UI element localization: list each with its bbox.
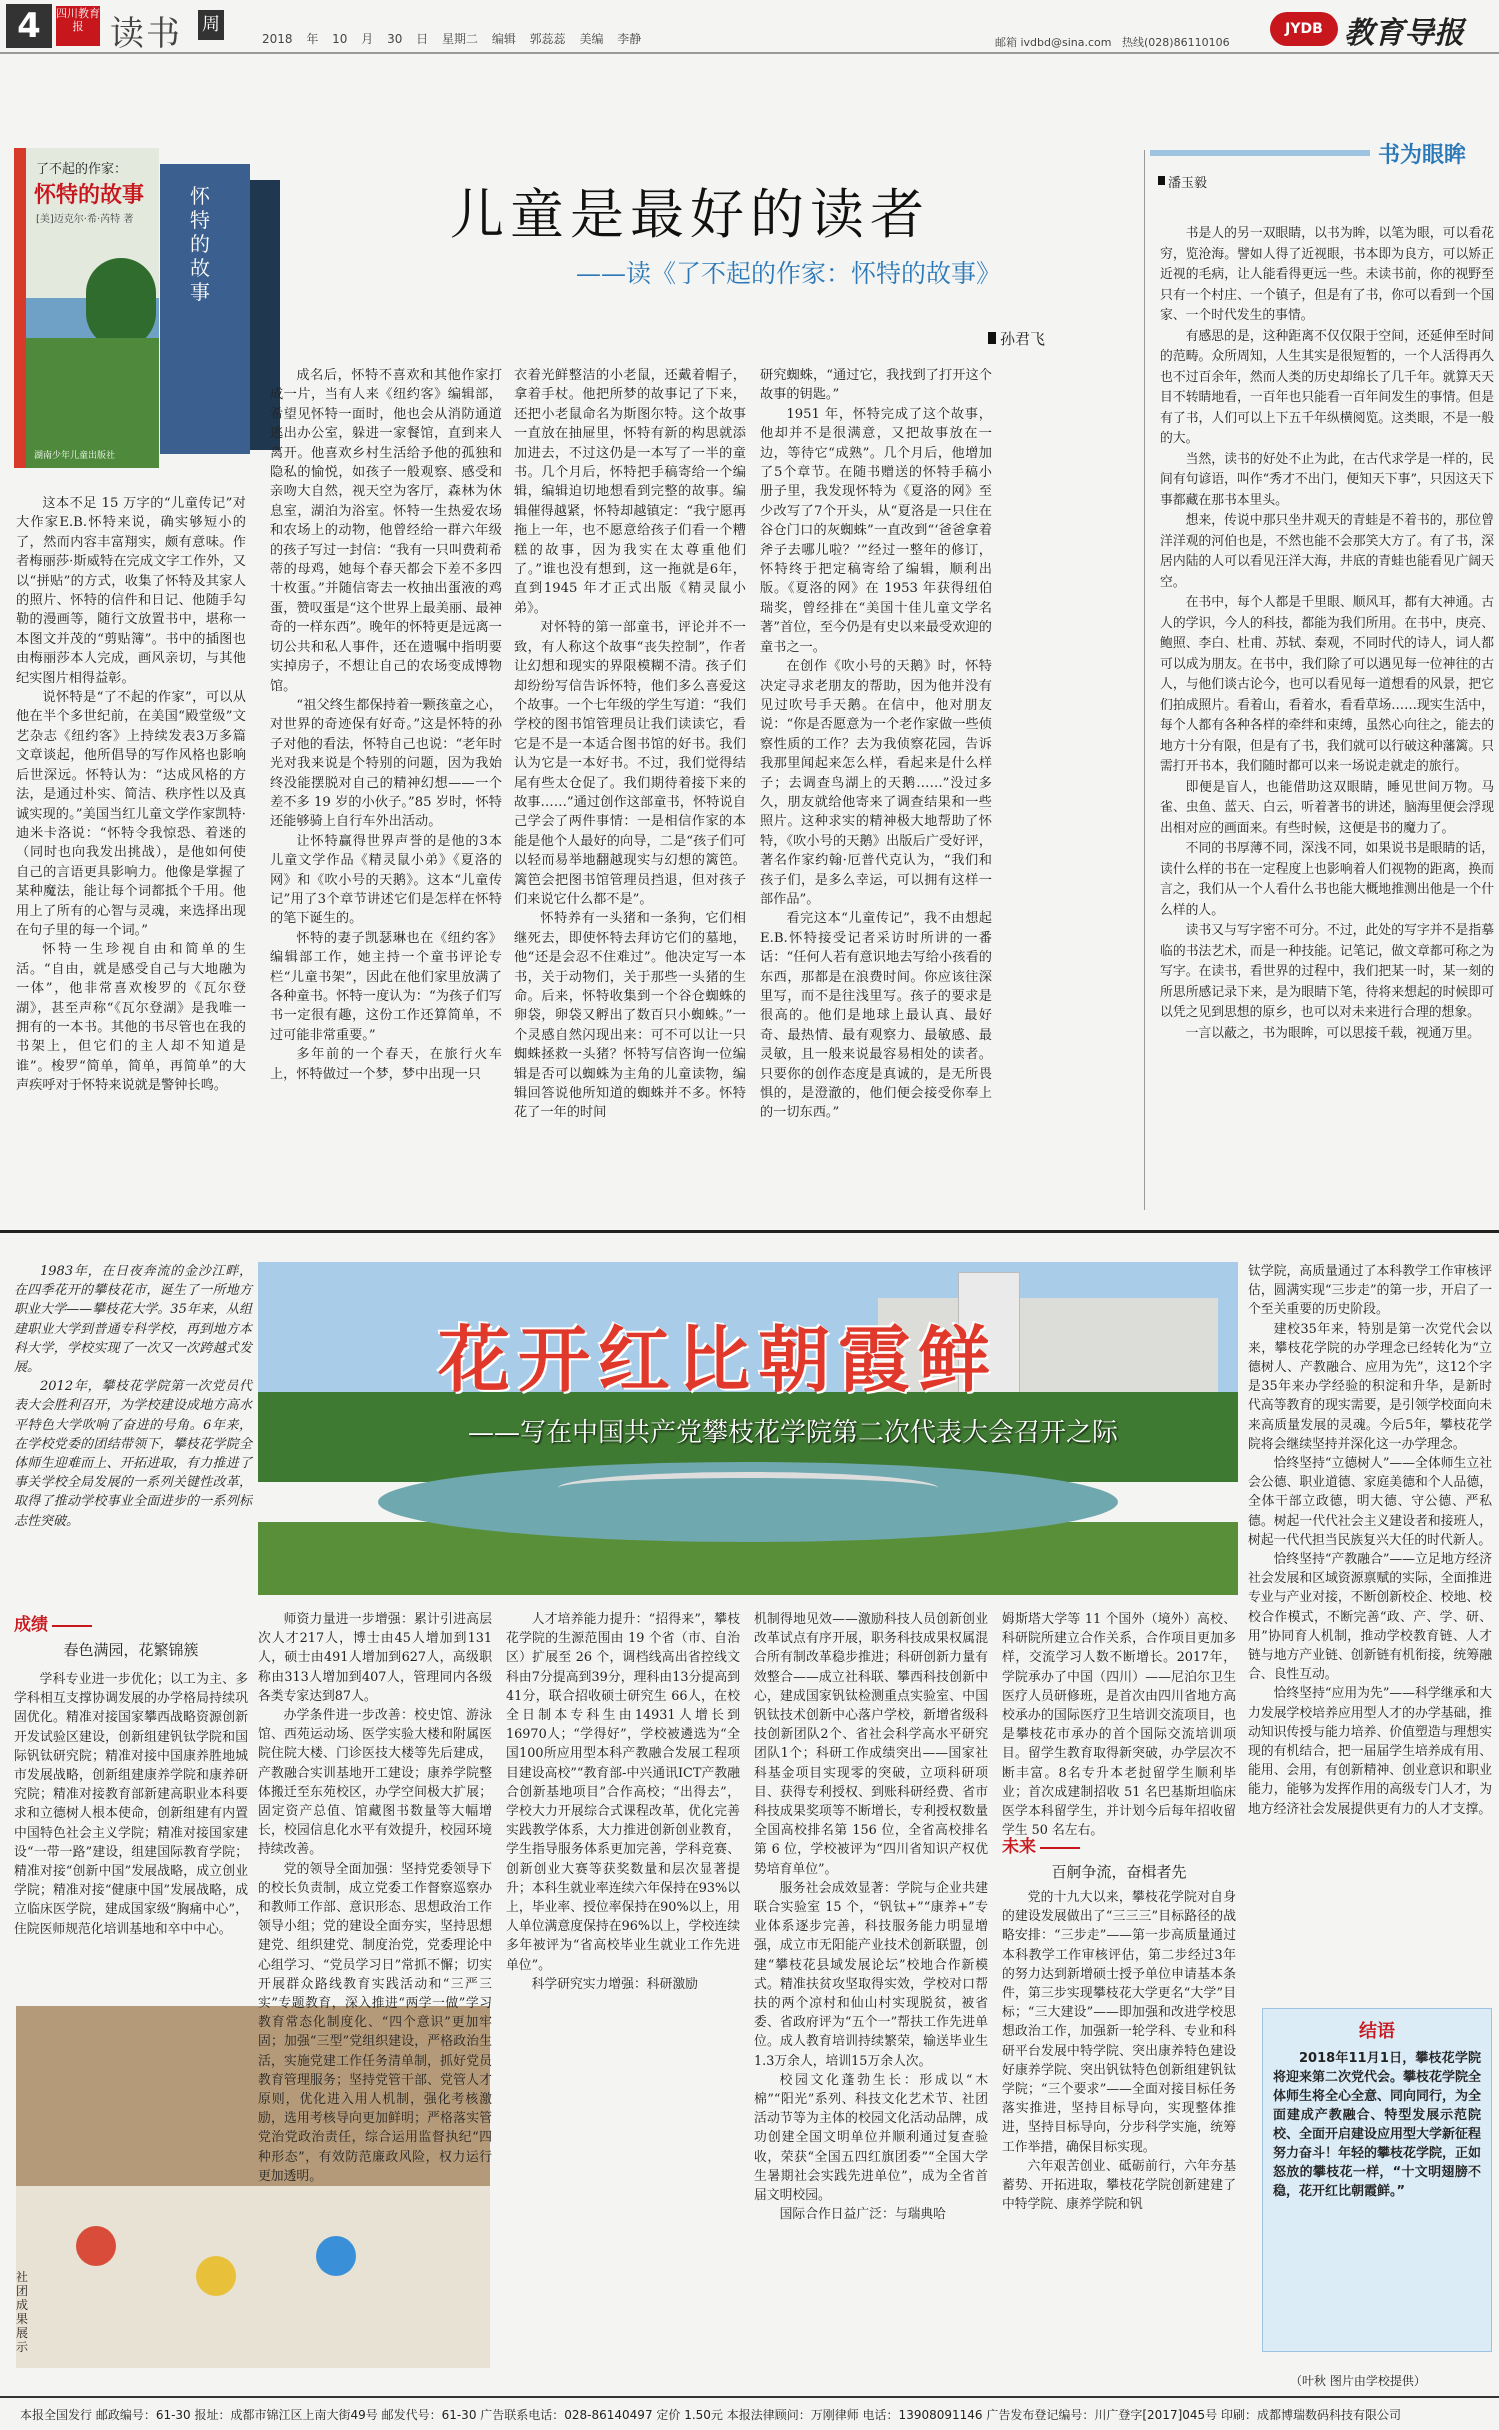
paragraph: 这本不足 15 万字的“儿童传记”对大作家E.B.怀特来说，确实够短小的了，然而内容丰富翔实，颇有意味。作者梅丽莎·斯威特在完成文字工作外，又以“拼贴”的方式，收集了怀特及其家人的照片、怀特的信件和日记、他随手勾勒的漫画等，随行文放置书中，堪称一本图文并茂的“剪贴簿”。书中的插图也由梅丽莎本人完成，画风亲切，与其他纪实图片相得益彰。: [16, 496, 246, 686]
header-contact: [995, 34, 1230, 50]
author-marker: [988, 332, 996, 344]
photo-exhibit: [76, 2226, 116, 2266]
campus-banner-image: [258, 1262, 1238, 1595]
side-article-body: [1160, 224, 1494, 1214]
paragraph: 想来，传说中那只坐井观天的青蛙是不着书的，那位曾洋洋观的河伯也是，不然也能不会那笑大方了。有了书，深居内陆的人可以看见汪洋大海，井底的青蛙也能看见广阔天空。: [1160, 513, 1494, 590]
issue-date: 2018 年 10 月 30 日: [262, 32, 429, 46]
conclusion-body: [1273, 2049, 1481, 2201]
book-title-big: 怀特的故事: [34, 182, 145, 208]
paragraph: 党的领导全面加强：坚持党委领导下的校长负责制，成立党委工作督察巡察办和教师工作部、意识形态、思想政治工作领导小组；党的建设全面夯实，坚持思想建党、组织建党、制度治党，党委理论中心组学习、“党员学习日”常抓不懈；切实开展群众路线教育实践活动和“三严三实”专题教育，深入推进“两学一做”学习教育常态化制度化、“四个意识”更加牢固；加强“三型”党组织建设，严格政治生活，实施党建工作任务清单制，抓好党员教育管理服务；坚持党管干部、党管人才原则，优化进入用人机制，强化考核激励，选用考核导向更加鲜明；严格落实管党治党政治责任，综合运用监督执纪“四种形态”，有效防范廉政风险，权力运行更加透明。: [258, 1861, 492, 2184]
section-tag: 未来: [1002, 1837, 1036, 1857]
column-label: 书为眼眸: [1378, 143, 1467, 168]
paragraph: 怀特养有一头猪和一条狗，它们相继死去，即使怀特去拜访它们的墓地，他“还是会忍不住难过”。他决定写一本书，关于动物们，关于那些一头猪的生命。后来，怀特收集到一个谷仓蜘蛛的卵袋，卵袋又孵出了数百只小蜘蛛。”一个灵感自然闪现出来：可不可以让一只蜘蛛拯救一头猪？怀特写信咨询一位编辑是否可以蜘蛛为主角的儿童读物，编辑回答说他所知道的蜘蛛并不多。怀特花了一年的时间: [514, 911, 746, 1121]
paragraph: 让怀特赢得世界声誉的是他的3本儿童文学作品《精灵鼠小弟》《夏洛的网》和《吹小号的天鹅》。这本“儿童传记”用了3个章节讲述它们是怎样在怀特的笔下诞生的。: [270, 833, 502, 927]
paragraph: 成名后，怀特不喜欢和其他作家打成一片，当有人来《纽约客》编辑部，希望见怀特一面时，他也会从消防通道逃出办公室，躲进一家餐馆，直到来人离开。他喜欢乡村生活给予他的孤独和隐私的愉悦，如孩子一般观察、感受和亲吻大自然，视天空为客厅，森林为休息室，湖泊为浴室。怀特一生热爱农场和农场上的动物，他曾经给一群六年级的孩子写过一封信：“我有一只叫费莉希蒂的母鸡，她每个春天都会下差不多四十枚蛋。”并随信寄去一枚抽出蛋液的鸡蛋，赞叹蛋是“这个世界上最美丽、最神奇的一样东西”。晚年的怀特更是远离一切公共和私人事件，还在遗嘱中指明要实掉房子，不想让自己的农场变成博物馆。: [270, 368, 502, 694]
section-subheading: 春色满园，花繁锦簇: [63, 1641, 199, 1659]
paragraph: 六年艰苦创业、砥砺前行，六年夯基蓄势、开拓进取，攀枝花学院创新建建了中特学院、康养学院和钒: [1002, 2158, 1236, 2213]
paragraph: 研究蜘蛛，“通过它，我找到了打开这个故事的钥匙。”: [760, 368, 992, 403]
book-back-image: [160, 164, 250, 454]
footer-imprint: 本报全国发行 邮政编号：61-30 报址：成都市锦江区上南大街49号 邮发代号：61-30 广告联系电话：028-86140497 定价 1.50元 本报法律顾问：万刚律师 电话：13908091146 广告发布登记编号：川广登字[2017]045号 印刷：成都博瑞数码科技有限公司: [20, 2408, 1401, 2422]
paragraph: 建校35年来，特别是第一次党代会以来，攀枝花学院的办学理念已经转化为“立德树人、产教融合、应用为先”，这12个字是35年来办学经验的积淀和升华，是新时代高等教育的现实需要，是引领学校面向未来高质量发展的灵魂。今后5年，攀枝花学院将会继续坚持并深化这一办学理念。: [1248, 1321, 1492, 1452]
page-header: [0, 0, 1499, 54]
paragraph: 2018年11月1日，攀枝花学院将迎来第二次党代会。攀枝花学院全体师生将全心全意、同向同行，为全面建成产教融合、特型发展示范院校、全面开启建设应用型大学新征程努力奋斗！年轻的攀枝花学院，正如怒放的攀枝花一样，“十文明翅膀不稳，花开红比朝霞鲜。”: [1273, 2051, 1482, 2199]
book-title-small: 了不起的作家：: [36, 162, 128, 177]
paragraph: 服务社会成效显著：学院与企业共建联合实验室 15 个，“钒钛+”“康养+”专业体系逐步完善，科技服务能力明显增强，成立市无阳能产业技术创新联盟，创建“攀枝花县域发展论坛”校地合作新模式。精准扶贫攻坚取得实效，学校对口帮扶的两个凉村和仙山村实现脱贫，被省委、省政府评为“五个一”帮扶工作先进单位。成人教育培训持续繁荣，输送毕业生1.3万余人，培训15万余人次。: [754, 1880, 988, 2069]
book-spine-title: 怀特的故事: [190, 184, 210, 304]
book-publisher: 湖南少年儿童出版社: [34, 451, 116, 461]
column-label-bar: [1150, 150, 1370, 156]
photo-credit: （叶秋 图片由学校提供）: [1290, 2374, 1426, 2388]
paragraph: 有感思的是，这种距离不仅仅限于空间，还延伸至时间的范畴。众所周知，人生其实是很短暂的，一个人活得再久也不过百余年，然而人类的历史却绵长了几千年。就算天天目不转睛地看，一百年也只能看一百年间发生的事情。但是有了书，人们可以上下五千年纵横阅览。这类眼，不是一般的大。: [1160, 328, 1494, 446]
paragraph: 科学研究实力增强：科研激励: [531, 1976, 698, 1992]
paragraph: 师资力量进一步增强：累计引进高层次人才217人，博士由45人增加到131人，硕士由491人增加到627人，高级职称由313人增加到407人，管理同内各级各类专家达到87人。: [258, 1612, 492, 1704]
paragraph: 即便是盲人，也能借助这双眼睛，睡见世间万物。马雀、虫鱼、蓝天、白云，听着著书的讲述，脑海里便会浮现出相对应的画面来。有些时候，这便是书的魔力了。: [1160, 779, 1494, 836]
paragraph: 对怀特的第一部童书，评论并不一致，有人称这个故事“丧失控制”，作者让幻想和现实的界限模糊不清。孩子们却纷纷写信告诉怀特，他们多么喜爱这个故事。一个七年级的学生写道：“我们学校的图书馆管理员让我们读读它，看它是不是一本适合图书馆的好书。我们认为它是一本好书。不过，我们觉得结尾有些太仓促了。我们期待着接下来的故事……”通过创作这部童书，怀特说自己学会了两件事情：一是相信作家的本能是他个人最好的向导，二是“孩子们可以轻而易举地翻越现实与幻想的篱笆。篱笆会把图书馆管理员挡退，但对孩子们来说它什么都不是”。: [514, 620, 746, 907]
paragraph: 国际合作日益广泛：与瑞典哈: [779, 2207, 946, 2223]
section-mark: 周: [198, 10, 224, 40]
feature-column-6: [1248, 1262, 1492, 1972]
editor: 编辑 郭蕊蕊: [491, 32, 566, 46]
tag-rule: [1040, 1847, 1080, 1849]
tag-rule: [52, 1625, 92, 1627]
feature-column-4: [754, 1610, 988, 2370]
paragraph: 书是人的另一双眼睛，以书为眸，以笔为眼，可以看花穷，览沧海。譬如人得了近视眼，书本即为良方，可以矫正近视的毛病，让人能看得更远一些。未读书前，你的视野至只有一个村庄、一个镇子，但是有了书，你可以看到一个国家、一个时代发生的事情。: [1160, 226, 1494, 323]
paragraph: 钛学院，高质量通过了本科教学工作审核评估，圆满实现“三步走”的第一步，开启了一个至关重要的历史阶段。: [1248, 1264, 1492, 1318]
paragraph: 当然，读书的好处不止为此，在古代求学是一样的，民间有句谚语，叫作“秀才不出门，便知天下事”，只因这天下事都藏在那书本里头。: [1160, 451, 1494, 508]
cover-tree: [86, 258, 156, 348]
paragraph: 恰终坚持“立德树人”——全体师生立社会公德、职业道德、家庭美德和个人品德，全体干部立政德，明大德、守公德、严私德。树起一代代社会主义建设者和接班人，树起一代代担当民族复兴大任的时代新人。: [1248, 1456, 1492, 1548]
paragraph: 党的十九大以来，攀枝花学院对自身的建设发展做出了“三三三”目标路径的战略安排：“三步走”——第一步高质量通过本科教学工作审核评估，第二步经过3年的努力达到新增硕士授予单位申请基本条件，第三步实现攀枝花大学更名“大学”目标；“三大建设”——即加强和改进学校思想政治工作，加强新一轮学科、专业和科研平台发展中特学院、突出康养特色建设好康养学院、突出钒钛特色创新组建钒钛学院；“三个要求”——全面对接目标任务落实推进，坚持目标导向，实现整体推进，坚持目标导向，分步科学实施，统筹工作举措，确保目标实现。: [1002, 1890, 1236, 2155]
article-column-4: [760, 366, 992, 1212]
photo-exhibit: [196, 2256, 236, 2296]
paragraph: 1951 年，怀特完成了这个故事，他却并不是很满意，又把故事放在一边，等待它“成熟”。几个月后，他增加了5个章节。在随书赠送的怀特手稿小册子里，我发现怀特为《夏洛的网》至少改写了7个开头，从“夏洛是一只住在谷仓门口的灰蜘蛛”一直改到“‘爸爸拿着斧子去哪儿啦？’”经过一整年的修订，怀特终于把定稿寄给了编辑，顺利出版。《夏洛的网》在 1953 年获得纽伯瑞奖，曾经排在“美国十佳儿童文学名著”首位，至今仍是有史以来最受欢迎的童书之一。: [760, 406, 992, 655]
feature-subtitle: ——写在中国共产党攀枝花学院第二次代表大会召开之际: [468, 1418, 1119, 1448]
page-number: 4: [6, 4, 52, 48]
article-column-2: [270, 366, 502, 1212]
section-heading-future: [1002, 1832, 1236, 1882]
paragraph: 校园文化蓬勃生长：形成以“木棉”“阳光”系列、科技文化艺术节、社团活动节等为主体的校园文化活动品牌，成功创建全国文明单位并顺利通过复查验收，荣获“全国五四红旗团委”“全国大学生暑期社会实践先进单位”，成为全省首届文明校园。: [754, 2072, 988, 2204]
article-title: 儿童是最好的读者: [450, 183, 930, 246]
paragraph: 一言以蔽之，书为眼眸，可以思接千载，视通万里。: [1185, 1025, 1480, 1041]
photo-caption: 社团成果展示: [16, 2270, 29, 2354]
article-subtitle: ——读《了不起的作家：怀特的故事》: [576, 259, 1002, 288]
paragraph: 2012年，攀枝花学院第一次党员代表大会胜利召开，为学校建设成地方高水平特色大学吹响了奋进的号角。6年来，在学校党委的团结带领下，攀枝花学院全体师生迎难而上、开拓进取，有力推进了事关学校全局发展的一系列关键性改革，取得了推动学校事业全面进步的一系列标志性突破。: [14, 1379, 252, 1529]
section-subheading: 百舸争流，奋楫者先: [1051, 1863, 1187, 1881]
book-author: [美]迈克尔·希·芮特 著: [36, 214, 134, 225]
contact-email: 邮箱 ivdbd@sina.com: [995, 36, 1112, 49]
paragraph: 读书又与写字密不可分。不过，此处的写字并不是指摹临的书法艺术，而是一种技能。记笔记，做文章都可称之为写字。在读书，看世界的过程中，我们把某一时，某一刻的所思所感记录下来，是为眼睛下笔，待将来想起的时候即可以凭之见到思想的原乡，也可以对未来进行合理的想象。: [1160, 923, 1494, 1020]
paragraph: 恰终坚持“应用为先”——科学继承和大力发展学校培养应用型人才的办学基础，推动知识传授与能力培养、价值塑造与理想实现的有机结合，把一届届学生培养成有用、能用、会用，有创新精神、创业意识和职业能力，能够为发挥作用的高级专门人才，为地方经济社会发展提供更有力的人才支撑。: [1248, 1686, 1492, 1817]
banner-bridge: [558, 1472, 938, 1504]
feature-column-2: [258, 1610, 492, 2370]
paragraph: 衣着光鲜整洁的小老鼠，还戴着帽子，拿着手杖。他把所梦的故事记了下来，还把小老鼠命名为斯图尔特。这个故事一直放在抽屉里，怀特有新的构思就添加进去，不过这仍是一本写了一半的童书。几个月后，怀特把手稿寄给一个编辑，编辑迫切地想看到完整的故事。编辑催得越紧，怀特却越镇定：“我宁愿再拖上一年，也不愿意给孩子们看一个糟糕的故事，因为我实在太尊重他们了。”谁也没有想到，这一拖就是6年，直到1945 年才正式出版《精灵鼠小弟》。: [514, 368, 746, 616]
newspaper-small-logo: 四川教育报: [56, 6, 100, 46]
paragraph: 怀特一生珍视自由和简单的生活。“自由，就是感受自己与大地融为一体”，他非常喜欢梭罗的《瓦尔登湖》，甚至声称“《瓦尔登湖》是我唯一拥有的一本书。其他的书尽管也在我的书架上，但它们的主人却不知道是谁”。梭罗“简单，简单，再简单”的大声疾呼对于怀特来说就是警钟长鸣。: [16, 942, 246, 1094]
author-marker: [1158, 176, 1165, 185]
feature-column-5: [1002, 1610, 1236, 1839]
book-cover-image: [14, 148, 159, 468]
feature-title: 花开红比朝霞鲜: [438, 1317, 999, 1402]
paragraph: 办学条件进一步改善：校史馆、游泳馆、西苑运动场、医学实验大楼和附属医院住院大楼、门诊医技大楼等先后建成，产教融合实训基地开工建设；康养学院整体搬迁至东苑校区，办学空间极大扩展；固定资产总值、馆藏图书数量等大幅增长，校园信息化水平有效提升，校园环境持续改善。: [258, 1708, 492, 1858]
paragraph: 不同的书厚薄不同，深浅不同，如果说书是眼睛的话，读什么样的书在一定程度上也影响着人们视物的距离，换而言之，我们从一个人看什么书也能大概地推测出他是一个什么样的人。: [1160, 841, 1494, 918]
designer: 美编 李静: [579, 32, 642, 46]
paragraph: 姆斯塔大学等 11 个国外（境外）高校、科研院所建立合作关系，合作项目更加多样，交流学习人数不断增长。2017年，学院承办了中国（四川）——尼泊尔卫生医疗人员研修班，是首次由四川省地方高校承办的国际医疗卫生培训交流项目，也是攀枝花市承办的首个国际交流培训项目。留学生教育取得新突破，办学层次不断丰富。8名专升本老挝留学生顺利毕业；首次成建制招收 51 名巴基斯坦临床医学本科留学生，并计划今后每年招收留学生 50 名左右。: [1002, 1612, 1236, 1839]
conclusion-title: 结语: [1359, 2021, 1395, 2042]
section-tag: 成绩: [14, 1615, 48, 1635]
paragraph: 多年前的一个春天，在旅行火车上，怀特做过一个梦，梦中出现一只: [270, 1047, 502, 1082]
column-divider: [1144, 150, 1145, 1210]
paragraph: 在创作《吹小号的天鹅》时，怀特决定寻求老朋友的帮助，因为他并没有见过吹号手天鹅。在信中，他对朋友说：“你是否愿意为一个老作家做一些侦察性质的工作？去为我侦察花园，告诉我那里闻起来怎么样，看起来是什么样子；去调查鸟湖上的天鹅……”没过多久，朋友就给他寄来了调查结果和一些照片。这种求实的精神极大地帮助了怀特，《吹小号的天鹅》出版后广受好评，著名作家约翰·厄普代克认为，“我们和孩子们，是多么幸运，可以拥有这样一部作品”。: [760, 659, 992, 907]
article-column-3: [514, 366, 746, 1212]
feature-intro: [14, 1262, 252, 1558]
issue-weekday: 星期二: [441, 32, 478, 46]
paragraph: 人才培养能力提升：“招得来”，攀枝花学院的生源范围由 19 个省（市、自治区）扩展至 26 个，调档线高出省控线文科由7分提高到39分，理科由13分提高到41分，联合招收硕士研究生 66人，在校全日制本专科生由14931人增长到16970人；“学得好”，学校被遴选为“全国100所应用型本科产教融合发展工程项目建设高校”“教育部-中兴通讯ICT产教融合创新基地项目”合作高校；“出得去”，学校大力开展综合式课程改革，优化完善实践教学体系，大力推进创新创业教育，学生指导服务体系更加完善，学科竞赛、创新创业大赛等获奖数量和层次显著提升；本科生就业率连续六年保持在93%以上，毕业率、授位率保持在90%以上，用人单位满意度保持在96%以上，学校连续多年被评为“省高校毕业生就业工作先进单位”。: [506, 1612, 740, 1973]
article-author: 孙君飞: [1000, 330, 1046, 348]
paragraph: 看完这本“儿童传记”，我不由想起E.B.怀特接受记者采访时所讲的一番话：“任何人若有意识地去写给小孩看的东西，那都是在浪费时间。你应该往深里写，而不是往浅里写。孩子的要求是很高的。他们是地球上最认真、最好奇、最热情、最有观察力、最敏感、最灵敏，且一般来说最容易相处的读者。只要你的创作态度是真诚的，是无所畏惧的，是澄澈的，他们便会接受你奉上的一切东西。”: [760, 911, 992, 1121]
paragraph: 学科专业进一步优化；以工为主、多学科相互支撑协调发展的办学格局持续巩固优化。精准对接国家攀西战略资源创新开发试验区建设，创新组建钒钛学院和国际钒钛研究院；精准对接中国康养胜地城市发展战略，创新组建康养学院和康养研究院；精准对接教育部新建高职业本科要求和立德树人根本使命，创新组建有内置中国特色社会主义学院；精准对接国家建设“一带一路”建设，组建国际教育学院；精准对接“创新中国”发展战略，成立创业学院；精准对接“健康中国”发展战略，成立临床医学院，建成国家级“胸痛中心”，住院医师规范化培训基地和卒中中心。: [14, 1672, 248, 1937]
article-column-1: [16, 494, 246, 1212]
section-heading-achievements: [14, 1610, 248, 1660]
feature-column-1: [14, 1670, 248, 1990]
section-divider: [0, 1230, 1499, 1233]
page-footer: [0, 2396, 1499, 2430]
feature-column-5b: [1002, 1888, 1236, 2370]
paragraph: 恰终坚持“产教融合”——立足地方经济社会发展和区域资源禀赋的实际，全面推进专业与产业对接，不断创新校企、校地、校校合作模式，不断完善“政、产、学、研、用”协同育人机制，推动学校教育链、人才链与地方产业链、创新链有机衔接，统筹融合、良性互动。: [1248, 1552, 1492, 1683]
paper-badge: JYDB: [1270, 12, 1338, 46]
book-front: [26, 148, 159, 468]
paragraph: 怀特的妻子凯瑟琳也在《纽约客》编辑部工作，她主持一个童书评论专栏“儿童书架”，因此在他们家里放满了各种童书。怀特一度认为：“为孩子们写书一定很有趣，这份工作还算简单，不过可能非常重要。”: [270, 930, 502, 1043]
header-meta: [262, 30, 641, 47]
feature-column-3: [506, 1610, 740, 2370]
contact-phone: 热线(028)86110106: [1122, 36, 1230, 49]
paragraph: 1983年，在日夜奔流的金沙江畔，在四季花开的攀枝花市，诞生了一所地方职业大学——攀枝花大学。35年来，从组建职业大学到普通专科学校，再到地方本科大学，学校实现了一次又一次跨越式发展。: [14, 1264, 252, 1376]
conclusion-box: [1262, 2008, 1492, 2352]
paragraph: 说怀特是“了不起的作家”，可以从他在半个多世纪前，在美国“殿堂级”文艺杂志《纽约客》上持续发表3万多篇文章谈起，他所倡导的写作风格也影响后世深远。怀特认为：“达成风格的方法，是通过朴实、简洁、秩序性以及真诚实现的。”美国当红儿童文学作家凯特·迪米卡洛说：“怀特令我惊恐、着迷的（同时也向我发出挑战），是他如何使自己的言语更具影响力。他像是掌握了某种魔法，能让每个词都抵个千用。他用上了所有的心智与灵魂，来选择出现在句子里的每一个词。”: [16, 690, 246, 938]
newspaper-logo: [1270, 8, 1490, 50]
paragraph: “祖父终生都保持着一颗孩童之心，对世界的奇迹保有好奇。”这是怀特的孙子对他的看法，怀特自己也说：“老年时光对我来说是个特别的问题，因为我始终没能摆脱对自己的精神幻想——一个差不多 19 岁的小伙子。”85 岁时，怀特还能够骑上自行车外出活动。: [270, 697, 502, 830]
paragraph: 机制得地见效——激励科技人员创新创业改革试点有序开展，职务科技成果权属混合所有制改革稳步推进；科研创新力量有效整合——成立社科联、攀西科技创新中心，建成国家钒钛检测重点实验室、中国钒钛技术创新中心落户学校，新增省级科技创新团队2个、省社会科学高水平研究团队1个；科研工作成绩突出——国家社科基金项目实现零的突破，立项科研项目、获得专利授权、到账科研经费、省市科技成果奖项等不断增长，专利授权数量全国高校排名第 156 位，全省高校排名第 6 位，学校被评为“四川省知识产权优势培育单位”。: [754, 1612, 988, 1877]
paper-title: 教育导报: [1344, 16, 1464, 51]
side-article-author: 潘玉毅: [1168, 176, 1208, 191]
paragraph: 在书中，每个人都是千里眼、顺风耳，都有大神通。古人的学识，今人的科技，都能为我们所用。在书中，庚亮、鲍照、李白、杜甫、苏轼、秦观，不同时代的诗人，词人都可以成为朋友。在书中，我们除了可以遇见每一位神往的古人，与他们谈古论今，也可以看见每一道想看的风景，把它们拍成照片。看着山，看着水，看看草场……现实生活中，每个人都有各种各样的牵绊和束缚，虽然心向往之，能去的地方十分有限，但是有了书，我们就可以行破这种藩篱。只需打开书本，我们随时都可以来一场说走就走的旅行。: [1160, 595, 1494, 774]
section-name: 读书: [110, 14, 182, 54]
